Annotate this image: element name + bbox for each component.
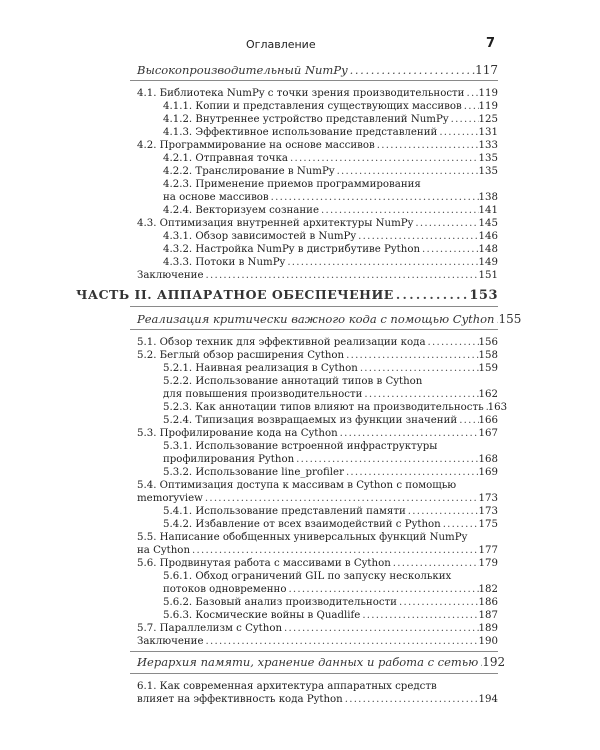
toc-entry-5-2-3[interactable]	[163, 401, 508, 414]
toc-entry-text: 5.3.2. Использование line_profiler	[163, 467, 344, 478]
leader-dots	[441, 518, 479, 531]
toc-entry-page: 159	[478, 363, 498, 374]
toc-entry-4-3-3[interactable]	[163, 256, 498, 269]
toc-entry-5-6-3[interactable]	[163, 609, 498, 622]
toc-entry-text: ЧАСТЬ II. АППАРАТНОЕ ОБЕСПЕЧЕНИЕ	[76, 287, 394, 302]
toc-entry-text: 4.3.2. Настройка NumPy в дистрибутиве Python	[163, 244, 421, 255]
chapter-divider	[130, 329, 498, 330]
toc-entry-4-2-4[interactable]	[163, 204, 498, 217]
toc-entry-text: 4.1.3. Эффективное использование представлений	[163, 127, 438, 138]
toc-entry-4-1[interactable]	[137, 87, 498, 100]
toc-entry-page: 125	[478, 114, 498, 125]
toc-entry-text: 5.2.2. Использование аннотаций типов в Cython	[163, 376, 423, 387]
toc-entry-text: 5.5. Написание обобщенных универсальных функций NumPy	[137, 532, 468, 543]
leader-dots	[413, 217, 478, 230]
toc-entry-text: 4.2.2. Транслирование в NumPy	[163, 166, 335, 177]
toc-entry-page: 187	[478, 610, 498, 621]
toc-entry-page: 179	[478, 558, 498, 569]
toc-entry-5-3[interactable]	[137, 427, 498, 440]
toc-entry-text: для повышения производительности	[163, 389, 363, 400]
leader-dots	[360, 609, 478, 622]
leader-dots	[269, 191, 479, 204]
toc-entry-5-5[interactable]	[137, 531, 498, 544]
toc-entry-6-1-cont[interactable]	[137, 693, 498, 706]
toc-entry-text: 5.2. Беглый обзор расширения Cython	[137, 350, 345, 361]
toc-entry-page: 167	[478, 428, 498, 439]
toc-entry-text: 4.2.1. Отправная точка	[163, 153, 288, 164]
toc-entry-page: 156	[478, 337, 498, 348]
toc-entry-page: 135	[478, 153, 498, 164]
toc-entry-5-2-4[interactable]	[163, 414, 498, 427]
toc-entry-text: 5.4.2. Избавление от всех взаимодействий с Python	[163, 519, 441, 530]
toc-entry-page: 146	[478, 231, 498, 242]
leader-dots	[348, 64, 476, 77]
toc-entry-5-6[interactable]	[137, 557, 498, 570]
toc-entry-page: 162	[478, 389, 498, 400]
toc-entry-page: 169	[478, 467, 498, 478]
toc-entry-page: 163	[487, 402, 508, 413]
toc-entry-5-4-cont[interactable]	[137, 492, 498, 505]
toc-entry-page: 166	[478, 415, 498, 426]
toc-entry-text: 4.3.1. Обзор зависимостей в NumPy	[163, 231, 357, 242]
chapter-divider	[130, 673, 498, 674]
chapter-divider	[130, 306, 498, 307]
toc-entry-text: 5.4.1. Использование представлений памяти	[163, 506, 406, 517]
toc-entry-text: 5.6.1. Обход ограничений GIL по запуску нескольких	[163, 571, 452, 582]
toc-entry-text: Заключение	[137, 636, 204, 647]
leader-dots	[285, 256, 478, 269]
leader-dots	[344, 349, 478, 362]
toc-chapter-6[interactable]	[137, 655, 506, 669]
toc-chapter-4[interactable]	[137, 64, 498, 77]
toc-entry-page: 158	[478, 350, 498, 361]
toc-entry-page: 131	[478, 127, 498, 138]
toc-entry-5-3-1[interactable]	[163, 440, 498, 453]
toc-entry-text: 4.2.4. Векторизуем сознание	[163, 205, 319, 216]
toc-entry-text: 4.1.2. Внутреннее устройство представлений NumPy	[163, 114, 449, 125]
leader-dots	[426, 336, 479, 349]
toc-entry-4-3-2[interactable]	[163, 243, 498, 256]
toc-entry-5-4-1[interactable]	[163, 505, 498, 518]
toc-entry-text: 4.1.1. Копии и представления существующих массивов	[163, 101, 462, 112]
leader-dots	[375, 139, 479, 152]
toc-entry-4-3[interactable]	[137, 217, 498, 230]
toc-entry-page: 117	[475, 63, 498, 77]
toc-entry-text: на Cython	[137, 545, 191, 556]
leader-dots	[356, 230, 478, 243]
toc-entry-page: 148	[478, 244, 498, 255]
toc-entry-5-4[interactable]	[137, 479, 498, 492]
toc-entry-5-2-2-cont[interactable]	[163, 388, 498, 401]
toc-entry-4-2-2[interactable]	[163, 165, 498, 178]
running-header-page-number: 7	[486, 36, 496, 51]
toc-entry-text: 4.2. Программирование на основе массивов	[137, 140, 375, 151]
toc-entry-6-1[interactable]	[137, 680, 498, 693]
chapter-divider	[130, 651, 498, 652]
toc-entry-4-1-3[interactable]	[163, 126, 498, 139]
leader-dots	[204, 269, 479, 282]
toc-entry-text: 5.1. Обзор техник для эффективной реализации кода	[137, 337, 426, 348]
toc-entry-page: 133	[478, 140, 498, 151]
toc-entry-page: 182	[478, 584, 498, 595]
toc-entry-page: 173	[478, 506, 498, 517]
running-header-title: Оглавление	[246, 38, 316, 51]
toc-entry-text: на основе массивов	[163, 192, 269, 203]
toc-entry-page: 155	[498, 312, 522, 326]
toc-entry-4-2-3-cont[interactable]	[163, 191, 498, 204]
toc-entry-5-6-1-cont[interactable]	[163, 583, 498, 596]
toc-entry-5-7[interactable]	[137, 622, 498, 635]
toc-entry-text: Реализация критически важного кода с помощью Cython	[137, 312, 495, 326]
leader-dots	[437, 126, 478, 139]
toc-entry-5-3-1-cont[interactable]	[163, 453, 498, 466]
toc-entry-5-6-2[interactable]	[163, 596, 498, 609]
toc-entry-text: 4.2.3. Применение приемов программирования	[163, 179, 421, 190]
toc-entry-text: 5.6.3. Космические войны в Quadlife	[163, 610, 361, 621]
leader-dots	[286, 583, 478, 596]
leader-dots	[294, 453, 478, 466]
leader-dots	[204, 635, 479, 648]
toc-entry-5-2[interactable]	[137, 349, 498, 362]
toc-entry-page: 192	[482, 655, 506, 669]
toc-entry-text: влияет на эффективность кода Python	[137, 694, 343, 705]
chapter-divider	[130, 80, 498, 81]
toc-entry-4-3-1[interactable]	[163, 230, 498, 243]
leader-dots	[319, 204, 479, 217]
toc-entry-page: 149	[478, 257, 498, 268]
toc-entry-text: 5.6. Продвинутая работа с массивами в Cython	[137, 558, 391, 569]
toc-entry-page: 151	[478, 270, 498, 281]
leader-dots	[420, 243, 479, 256]
toc-entry-5-3-2[interactable]	[163, 466, 498, 479]
leader-dots	[203, 492, 479, 505]
toc-entry-5-6-1[interactable]	[163, 570, 498, 583]
leader-dots	[335, 165, 479, 178]
toc-entry-page: 173	[478, 493, 498, 504]
leader-dots	[457, 414, 478, 427]
toc-entry-5-2-2[interactable]	[163, 375, 498, 388]
toc-entry-5-5-cont[interactable]	[137, 544, 498, 557]
toc-entry-page: 194	[478, 694, 498, 705]
toc-entry-text: memoryview	[137, 493, 203, 504]
toc-entry-4-2-1[interactable]	[163, 152, 498, 165]
toc-entry-text: 5.6.2. Базовый анализ производительности	[163, 597, 397, 608]
toc-entry-4-2[interactable]	[137, 139, 498, 152]
toc-entry-text: 5.3. Профилирование кода на Cython	[137, 428, 338, 439]
toc-entry-page: 153	[469, 288, 498, 303]
leader-dots	[362, 388, 478, 401]
toc-entry-text: 4.3.3. Потоки в NumPy	[163, 257, 286, 268]
leader-dots	[397, 596, 479, 609]
leader-dots	[462, 100, 479, 113]
toc-entry-text: Заключение	[137, 270, 204, 281]
leader-dots	[406, 505, 479, 518]
toc-entry-text: 4.1. Библиотека NumPy с точки зрения производительности	[137, 88, 465, 99]
leader-dots	[338, 427, 479, 440]
leader-dots	[464, 87, 478, 100]
toc-entry-text: профилирования Python	[163, 454, 295, 465]
leader-dots	[343, 693, 479, 706]
leader-dots	[288, 152, 479, 165]
leader-dots	[190, 544, 479, 557]
leader-dots	[391, 557, 479, 570]
toc-entry-page: 177	[478, 545, 498, 556]
toc-entry-page: 145	[478, 218, 498, 229]
toc-entry-text: 5.7. Параллелизм с Cython	[137, 623, 283, 634]
toc-chapter-5[interactable]	[137, 312, 522, 326]
toc-entry-text: Высокопроизводительный NumPy	[137, 63, 348, 77]
toc-entry-text: потоков одновременно	[163, 584, 287, 595]
toc-entry-page: 186	[478, 597, 498, 608]
leader-dots	[358, 362, 479, 375]
toc-entry-page: 138	[478, 192, 498, 203]
toc-entry-text: 5.3.1. Использование встроенной инфраструктуры	[163, 441, 438, 452]
toc-entry-5-1[interactable]	[137, 336, 498, 349]
leader-dots	[394, 288, 470, 301]
toc-entry-text: 5.2.3. Как аннотации типов влияют на производительность	[163, 402, 484, 413]
toc-entry-page: 190	[478, 636, 498, 647]
toc-entry-4-1-2[interactable]	[163, 113, 498, 126]
leader-dots	[344, 466, 479, 479]
toc-entry-text: 6.1. Как современная архитектура аппаратных средств	[137, 681, 437, 692]
toc-part-2[interactable]	[76, 288, 498, 302]
toc-entry-page: 175	[478, 519, 498, 530]
leader-dots	[282, 622, 479, 635]
toc-entry-page: 119	[478, 88, 498, 99]
toc-entry-page: 189	[478, 623, 498, 634]
toc-entry-text: Иерархия памяти, хранение данных и работа с сетью	[137, 655, 479, 669]
toc-entry-conclusion-5[interactable]	[137, 635, 498, 648]
toc-entry-page: 168	[478, 454, 498, 465]
toc-entry-4-1-1[interactable]	[163, 100, 498, 113]
toc-entry-5-2-1[interactable]	[163, 362, 498, 375]
toc-entry-text: 4.3. Оптимизация внутренней архитектуры NumPy	[137, 218, 414, 229]
toc-entry-text: 5.2.4. Типизация возвращаемых из функции значений	[163, 415, 458, 426]
toc-entry-page: 119	[478, 101, 498, 112]
toc-entry-text: 5.2.1. Наивная реализация в Cython	[163, 363, 358, 374]
toc-entry-page: 141	[478, 205, 498, 216]
toc-entry-conclusion-4[interactable]	[137, 269, 498, 282]
leader-dots	[449, 113, 479, 126]
toc-entry-page: 135	[478, 166, 498, 177]
toc-entry-text: 5.4. Оптимизация доступа к массивам в Cython с помощью	[137, 480, 457, 491]
toc-entry-5-4-2[interactable]	[163, 518, 498, 531]
toc-entry-4-2-3[interactable]	[163, 178, 498, 191]
